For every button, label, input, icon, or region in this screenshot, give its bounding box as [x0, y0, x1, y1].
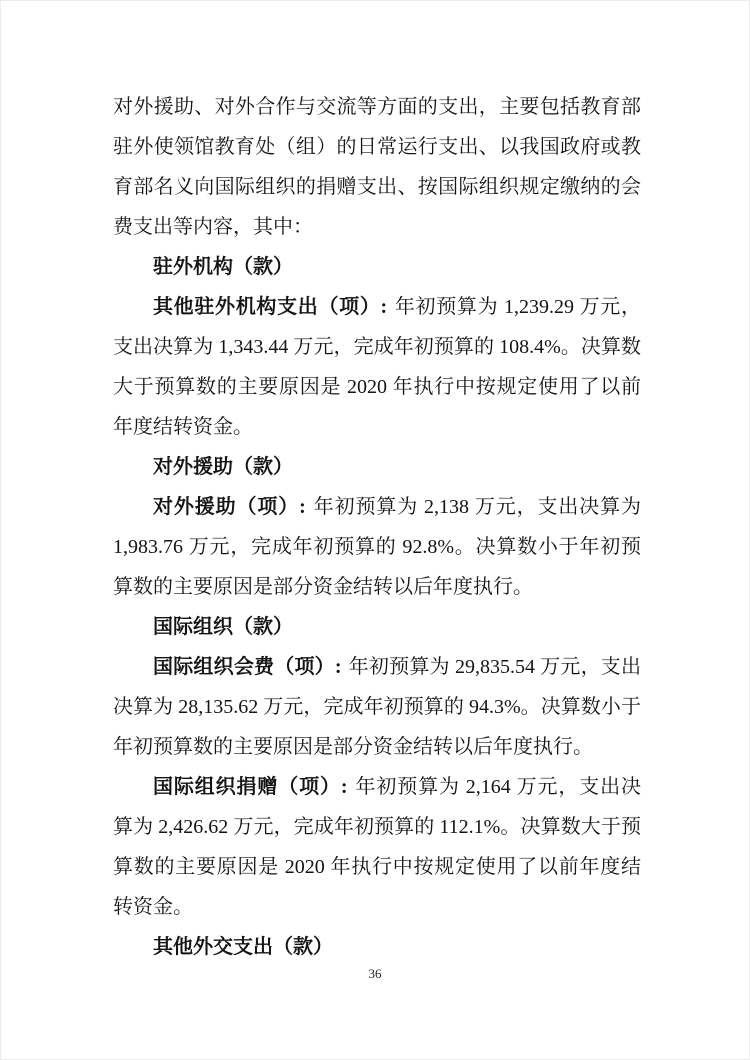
paragraph-international-org-membership-fees	[113, 647, 641, 767]
paragraph-text: 年初预算为 29,835.54 万元，支出决算为 28,135.62 万元，完成年初预算的 94.3%。决算数小于年初预算数的主要原因是部分资金结转以后年度执行。	[113, 656, 641, 758]
section-heading-other-diplomatic-expenditure: 其他外交支出（款）	[153, 936, 333, 958]
section-heading-resident-agencies: 驻外机构（款）	[153, 256, 293, 278]
paragraph-label: 对外援助（项）:	[153, 496, 306, 518]
paragraph-foreign-aid	[113, 487, 641, 607]
page-content	[113, 87, 641, 967]
paragraph-text: 年初预算为 1,239.29 万元，支出决算为 1,343.44 万元，完成年初预算的 108.4%。决算数大于预算数的主要原因是 2020 年执行中按规定使用了以前年度结转资金。	[113, 296, 641, 438]
paragraph-text: 年初预算为 2,164 万元，支出决算为 2,426.62 万元，完成年初预算的 112.1%。决算数大于预算数的主要原因是 2020 年执行中按规定使用了以前年度结转资金。	[113, 776, 641, 918]
paragraph-label: 国际组织捐赠（项）:	[153, 776, 348, 798]
section-heading-foreign-aid: 对外援助（款）	[153, 456, 293, 478]
paragraph-text: 年初预算为 2,138 万元，支出决算为 1,983.76 万元，完成年初预算的 92.8%。决算数小于年初预算数的主要原因是部分资金结转以后年度执行。	[113, 496, 641, 598]
page-number: 36	[368, 966, 382, 981]
paragraph-other-resident-agency-expenditure	[113, 287, 641, 447]
paragraph-label: 国际组织会费（项）:	[153, 656, 342, 678]
intro-paragraph: 对外援助、对外合作与交流等方面的支出，主要包括教育部驻外使领馆教育处（组）的日常运行支出、以我国政府或教育部名义向国际组织的捐赠支出、按国际组织规定缴纳的会费支出等内容，其中：	[113, 96, 641, 238]
paragraph-label: 其他驻外机构支出（项）:	[153, 296, 388, 318]
paragraph-international-org-donations	[113, 767, 641, 927]
section-heading-international-organizations: 国际组织（款）	[153, 616, 293, 638]
